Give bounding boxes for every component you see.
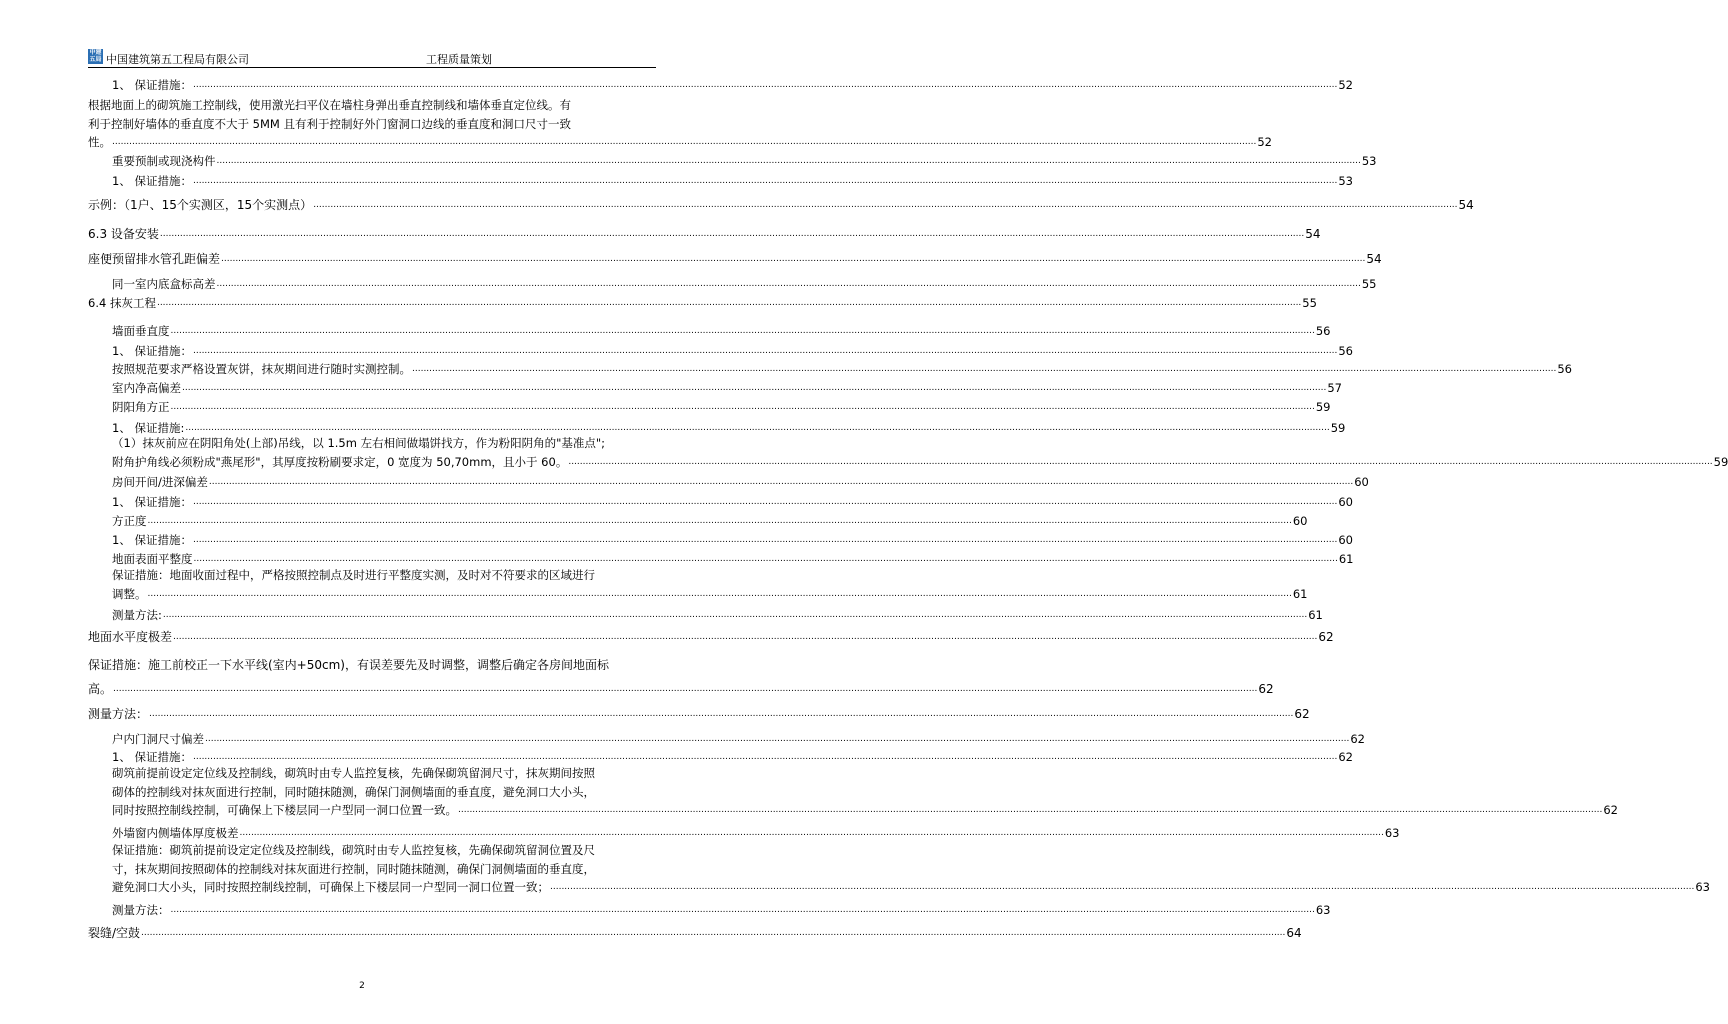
leader-dots: ................................................................................................................................................................................................................................................................................................................................................................................................................ [458, 805, 1603, 815]
toc-entry-text: 利于控制好墙体的垂直度不大于 5MM 且有利于控制好外门窗洞口边线的垂直度和洞口尺寸一致 [88, 116, 571, 131]
toc-entry[interactable] [112, 824, 1400, 843]
toc-entry-text: 同时按照控制线控制，可确保上下楼层同一户型同一洞口位置一致。 [112, 803, 457, 817]
toc-page-number: 54 [1366, 252, 1382, 266]
toc-entry-text: 砌筑前提前设定定位线及控制线，砌筑时由专人监控复核，先确保砌筑留洞尺寸，抹灰期间按照 [112, 766, 595, 780]
toc-page-number: 64 [1286, 926, 1302, 940]
toc-page-number: 61 [1292, 586, 1308, 601]
leader-dots: ................................................................................................................................................................................................................................................................................................................................................................................................................ [192, 80, 1338, 90]
leader-dots: ................................................................................................................................................................................................................................................................................................................................................................................................................ [216, 279, 1361, 289]
leader-dots: ................................................................................................................................................................................................................................................................................................................................................................................................................ [162, 610, 1308, 620]
toc-page-number: 61 [1308, 608, 1323, 622]
leader-dots: ................................................................................................................................................................................................................................................................................................................................................................................................................ [170, 326, 1315, 336]
toc-entry-text: 测量方法： [88, 707, 149, 721]
toc-page-number: 56 [1557, 362, 1572, 376]
toc-entry-text: 砌体的控制线对抹灰面进行控制，同时随抹随测，确保门洞侧墙面的垂直度，避免洞口大小头， [112, 784, 595, 799]
toc-entry-text: 1、 保证措施： [112, 78, 192, 92]
toc-entry[interactable] [112, 172, 1353, 191]
toc-entry[interactable] [112, 901, 1331, 920]
toc-entry-text: 调整。 [112, 586, 147, 601]
toc-entry[interactable] [112, 379, 1342, 398]
toc-entry-text: 座便预留排水管孔距偏差 [88, 252, 221, 266]
toc-entry-text: 6.4 抹灰工程 [88, 296, 156, 310]
toc-entry-text: 高。 [88, 682, 113, 696]
toc-page-number: 57 [1327, 381, 1342, 395]
toc-page-number: 55 [1302, 296, 1317, 310]
toc-page-number: 54 [1305, 227, 1321, 241]
page-number: 2 [359, 981, 365, 991]
toc-entry-text: 同一室内底盒标高差 [112, 277, 216, 291]
toc-entry-text: 外墙窗内侧墙体厚度极差 [112, 826, 239, 840]
toc-entry[interactable] [112, 434, 1728, 471]
leader-dots: ................................................................................................................................................................................................................................................................................................................................................................................................................ [192, 535, 1338, 545]
toc-entry[interactable] [112, 473, 1369, 492]
toc-page-number: 62 [1350, 732, 1365, 746]
toc-page-number: 52 [1257, 135, 1272, 149]
toc-entry-text: 测量方法: [112, 608, 162, 622]
toc-entry-text: 示例：（1户、15个实测区，15个实测点） [88, 198, 313, 212]
page-header [88, 47, 656, 68]
leader-dots: ................................................................................................................................................................................................................................................................................................................................................................................................................ [221, 254, 1366, 264]
toc-entry-text: 1、 保证措施： [112, 533, 192, 547]
leader-dots: ................................................................................................................................................................................................................................................................................................................................................................................................................ [159, 229, 1305, 239]
toc-entry-text: （1）抹灰前应在阴阳角处(上部)吊线，以 1.5m 左右相间做塌饼找方，作为粉阳阴角的"基准点"; [112, 436, 606, 450]
toc-entry[interactable] [112, 152, 1377, 171]
company-logo: 中建 五局 [89, 49, 102, 63]
toc-entry[interactable] [112, 76, 1353, 95]
toc-entry[interactable] [112, 764, 1618, 820]
toc-page-number: 56 [1315, 324, 1331, 338]
toc-entry[interactable] [112, 566, 1308, 603]
toc-entry-text: 性。 [88, 135, 111, 149]
toc-page-number: 62 [1603, 803, 1618, 817]
toc-entry[interactable] [112, 606, 1323, 625]
toc-entry[interactable] [112, 841, 1710, 897]
toc-entry[interactable] [112, 342, 1353, 361]
toc-page-number: 62 [1258, 682, 1274, 696]
toc-page-number: 63 [1315, 903, 1331, 917]
leader-dots: ................................................................................................................................................................................................................................................................................................................................................................................................................ [193, 554, 1338, 564]
leader-dots: ................................................................................................................................................................................................................................................................................................................................................................................................................ [550, 882, 1695, 892]
leader-dots: ................................................................................................................................................................................................................................................................................................................................................................................................................ [192, 752, 1338, 762]
toc-entry[interactable] [88, 247, 1382, 271]
toc-entry-text: 测量方法： [112, 903, 170, 917]
toc-entry[interactable] [88, 653, 1274, 701]
leader-dots: ................................................................................................................................................................................................................................................................................................................................................................................................................ [239, 828, 1384, 838]
toc-entry-text: 墙面垂直度 [112, 324, 170, 338]
toc-entry[interactable] [88, 921, 1302, 945]
toc-entry-text: 保证措施：砌筑前提前设定定位线及控制线，砌筑时由专人监控复核，先确保砌筑留洞位置及尺 [112, 843, 595, 857]
leader-dots: ................................................................................................................................................................................................................................................................................................................................................................................................................ [412, 364, 1557, 374]
toc-entry-text: 根据地面上的砌筑施工控制线，使用激光扫平仪在墙柱身弹出垂直控制线和墙体垂直定位线。有 [88, 98, 571, 112]
leader-dots: ................................................................................................................................................................................................................................................................................................................................................................................................................ [208, 477, 1354, 487]
toc-page-number: 61 [1338, 552, 1354, 566]
toc-page-number: 60 [1354, 475, 1369, 489]
toc-entry-text: 1、 保证措施： [112, 750, 192, 764]
leader-dots: ................................................................................................................................................................................................................................................................................................................................................................................................................ [192, 346, 1338, 356]
leader-dots: ................................................................................................................................................................................................................................................................................................................................................................................................................ [170, 905, 1315, 915]
company-name: 中国建筑第五工程局有限公司 [106, 53, 249, 66]
toc-entry[interactable] [112, 275, 1377, 294]
toc-entry-text: 1、 保证措施: [112, 421, 185, 435]
toc-page-number: 62 [1294, 707, 1310, 721]
leader-dots: ................................................................................................................................................................................................................................................................................................................................................................................................................ [156, 298, 1302, 308]
toc-entry-text: 6.3 设备安装 [88, 227, 159, 241]
leader-dots: ................................................................................................................................................................................................................................................................................................................................................................................................................ [192, 176, 1338, 186]
toc-entry[interactable] [88, 96, 1272, 152]
toc-entry[interactable] [112, 730, 1365, 749]
leader-dots: ................................................................................................................................................................................................................................................................................................................................................................................................................ [147, 516, 1292, 526]
toc-page-number: 60 [1292, 514, 1308, 528]
toc-page-number: 59 [1315, 400, 1331, 414]
toc-entry[interactable] [88, 702, 1310, 726]
leader-dots: ................................................................................................................................................................................................................................................................................................................................................................................................................ [205, 734, 1350, 744]
toc-entry-text: 方正度 [112, 514, 147, 528]
leader-dots: ................................................................................................................................................................................................................................................................................................................................................................................................................ [149, 709, 1294, 719]
toc-page-number: 63 [1695, 880, 1710, 894]
toc-page-number: 53 [1361, 154, 1377, 168]
toc-entry-text: 寸，抹灰期间按照砌体的控制线对抹灰面进行控制，同时随抹随测，确保门洞侧墙面的垂直度， [112, 861, 595, 876]
toc-page-number: 63 [1384, 826, 1400, 840]
leader-dots: ................................................................................................................................................................................................................................................................................................................................................................................................................ [113, 684, 1258, 694]
toc-entry-text: 房间开间/进深偏差 [112, 475, 208, 489]
toc-page-number: 59 [1713, 454, 1728, 469]
leader-dots: ................................................................................................................................................................................................................................................................................................................................................................................................................ [192, 497, 1338, 507]
toc-page-number: 62 [1318, 630, 1334, 644]
toc-page-number: 60 [1338, 533, 1353, 547]
leader-dots: ................................................................................................................................................................................................................................................................................................................................................................................................................ [568, 456, 1713, 467]
toc-entry-text: 1、 保证措施： [112, 174, 192, 188]
toc-entry-text: 室内净高偏差 [112, 381, 181, 395]
toc-entry-text: 裂缝/空鼓 [88, 926, 141, 940]
document-title: 工程质量策划 [426, 53, 492, 66]
toc-page-number: 59 [1330, 421, 1346, 435]
leader-dots: ................................................................................................................................................................................................................................................................................................................................................................................................................ [185, 423, 1330, 433]
toc-entry[interactable] [88, 222, 1321, 246]
toc-entry-text: 阴阳角方正 [112, 400, 170, 414]
toc-entry-text: 地面表面平整度 [112, 552, 193, 566]
toc-entry-text: 保证措施：地面收面过程中，严格按照控制点及时进行平整度实测，及时对不符要求的区域进行 [112, 568, 595, 582]
toc-entry-text: 附角护角线必须粉成"燕尾形"，其厚度按粉刷要求定，0 宽度为 50,70mm，且小于 60。 [112, 454, 568, 469]
toc-entry[interactable] [112, 512, 1308, 531]
leader-dots: ................................................................................................................................................................................................................................................................................................................................................................................................................ [112, 137, 1257, 147]
toc-entry[interactable] [88, 193, 1474, 217]
toc-page-number: 53 [1338, 174, 1353, 188]
toc-entry[interactable] [112, 322, 1331, 341]
toc-entry[interactable] [112, 398, 1331, 417]
toc-entry-text: 1、 保证措施： [112, 344, 192, 358]
toc-entry-text: 1、 保证措施： [112, 495, 192, 509]
toc-entry-text: 重要预制或现浇构件 [112, 154, 216, 168]
toc-page-number: 60 [1338, 495, 1353, 509]
toc-entry[interactable] [112, 493, 1353, 512]
leader-dots: ................................................................................................................................................................................................................................................................................................................................................................................................................ [182, 383, 1327, 393]
toc-entry[interactable] [88, 625, 1334, 649]
toc-entry-text: 避免洞口大小头，同时按照控制线控制，可确保上下楼层同一户型同一洞口位置一致； [112, 880, 549, 894]
leader-dots: ................................................................................................................................................................................................................................................................................................................................................................................................................ [173, 632, 1318, 642]
toc-entry[interactable] [112, 360, 1572, 379]
toc-page-number: 62 [1338, 750, 1353, 764]
toc-entry-text: 保证措施：施工前校正一下水平线(室内+50cm)，有误差要先及时调整，调整后确定各房间地面标 [88, 658, 609, 672]
toc-page-number: 56 [1338, 344, 1353, 358]
toc-entry[interactable] [88, 294, 1317, 313]
leader-dots: ................................................................................................................................................................................................................................................................................................................................................................................................................ [170, 402, 1315, 412]
toc-entry-text: 按照规范要求严格设置灰饼，抹灰期间进行随时实测控制。 [112, 362, 411, 376]
leader-dots: ................................................................................................................................................................................................................................................................................................................................................................................................................ [147, 588, 1292, 599]
leader-dots: ................................................................................................................................................................................................................................................................................................................................................................................................................ [141, 928, 1286, 938]
toc-entry-text: 地面水平度极差 [88, 630, 173, 644]
toc-entry-text: 户内门洞尺寸偏差 [112, 732, 204, 746]
toc-page-number: 55 [1361, 277, 1377, 291]
leader-dots: ................................................................................................................................................................................................................................................................................................................................................................................................................ [216, 156, 1361, 166]
toc-entry[interactable] [112, 531, 1353, 550]
toc-page-number: 52 [1338, 78, 1353, 92]
leader-dots: ................................................................................................................................................................................................................................................................................................................................................................................................................ [313, 200, 1458, 210]
toc-page-number: 54 [1458, 198, 1474, 212]
